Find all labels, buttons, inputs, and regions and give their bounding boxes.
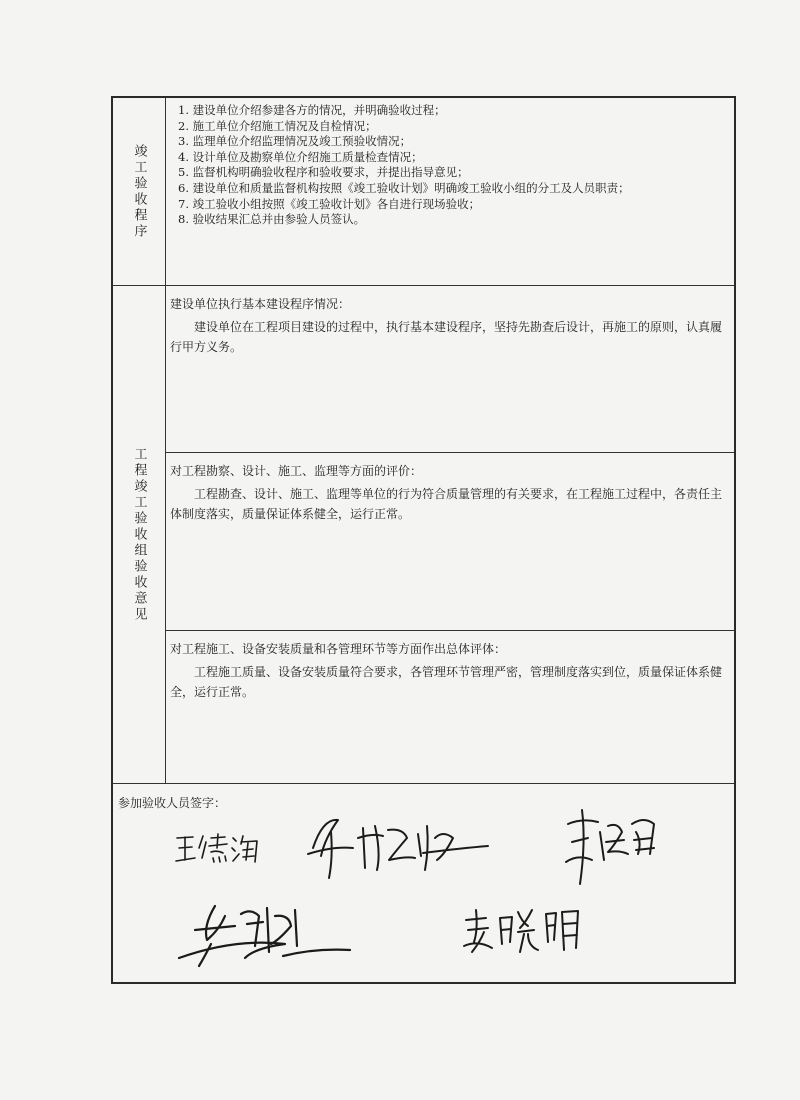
procedure-step: 6. 建设单位和质量监督机构按照《竣工验收计划》明确竣工验收小组的分工及人员职责； — [178, 180, 630, 195]
opinion-label: 工程竣工验收组验收意见 — [131, 446, 147, 623]
procedure-step: 7. 竣工验收小组按照《竣工验收计划》各自进行现场验收； — [178, 196, 481, 211]
signature-wang-dehai — [173, 828, 263, 868]
signature-3 — [558, 802, 668, 892]
section-body: 工程施工质量、设备安装质量符合要求，各管理环节管理严密，管理制度落实到位，质量保证体系健全，运行正常。 — [170, 665, 723, 699]
procedure-step: 8. 验收结果汇总并由参验人员签认。 — [178, 212, 366, 227]
acceptance-table — [111, 96, 736, 984]
procedure-step: 5. 监督机构明确验收程序和验收要求，并提出指导意见； — [178, 165, 469, 180]
signature-row — [113, 784, 734, 982]
section-title: 对工程施工、设备安装质量和各管理环节等方面作出总体评体： — [170, 642, 507, 656]
section-title: 对工程勘察、设计、施工、监理等方面的评价： — [170, 464, 423, 478]
procedure-label: 竣工验收程序 — [131, 143, 147, 240]
section-body: 工程勘查、设计、施工、监理等单位的行为符合质量管理的有关要求，在工程施工过程中，各责任主体制度落实，质量保证体系健全，运行正常。 — [170, 487, 723, 521]
opinion-row — [113, 286, 734, 784]
procedure-step: 3. 监理单位介绍监理情况及竣工预验收情况； — [178, 134, 412, 149]
section-body: 建设单位在工程项目建设的过程中，执行基本建设程序，坚持先勘查后设计，再施工的原则，认真履行甲方义务。 — [170, 320, 723, 354]
procedure-label-cell — [113, 98, 166, 285]
opinion-content — [166, 286, 734, 783]
opinion-section-party-evaluation — [166, 453, 734, 631]
procedure-steps-list — [166, 98, 734, 228]
procedure-step: 2. 施工单位介绍施工情况及自检情况； — [178, 118, 377, 133]
opinion-section-procedure-compliance — [166, 286, 734, 453]
opinion-label-cell — [113, 286, 166, 783]
procedure-content — [166, 98, 734, 285]
opinion-section-overall-evaluation — [166, 631, 734, 784]
signature-title: 参加验收人员签字： — [118, 796, 227, 810]
procedure-row — [113, 98, 734, 286]
procedure-step: 4. 设计单位及勘察单位介绍施工质量检查情况； — [178, 149, 423, 164]
procedure-step: 1. 建设单位介绍参建各方的情况，并明确验收过程； — [178, 103, 446, 117]
section-title: 建设单位执行基本建设程序情况： — [170, 297, 351, 311]
signature-2 — [303, 808, 493, 888]
signature-4 — [175, 896, 360, 976]
signature-zhao-xiaoming — [458, 902, 588, 962]
